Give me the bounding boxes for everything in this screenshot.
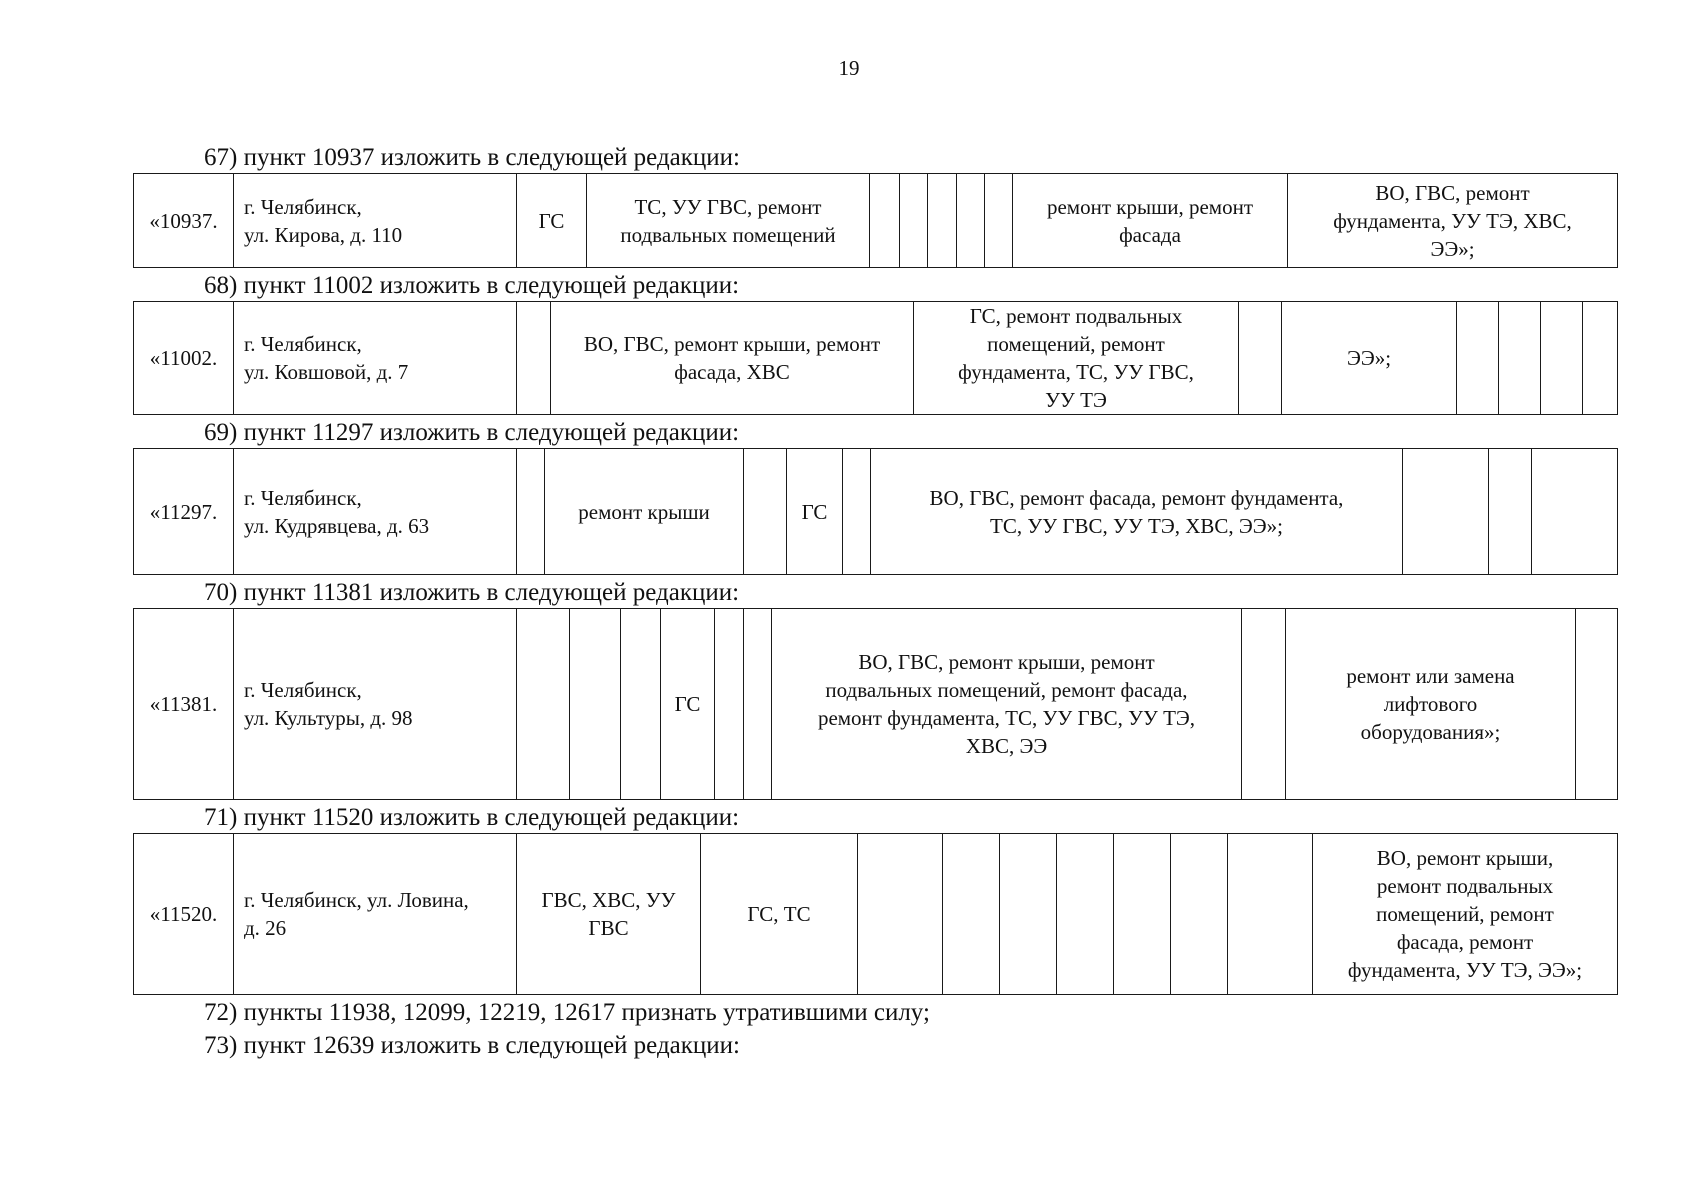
table-cell	[621, 609, 661, 800]
section-heading-70: 70) пункт 11381 изложить в следующей редакции:	[204, 579, 740, 606]
section-heading-67: 67) пункт 10937 изложить в следующей редакции:	[204, 144, 740, 171]
table-cell	[744, 609, 772, 800]
table-cell: ГС	[661, 609, 715, 800]
item-number: «11002.	[134, 302, 234, 415]
table-cell	[870, 174, 900, 268]
amendment-table-11002	[133, 301, 1618, 415]
table-cell: ВО, ГВС, ремонт фасада, ремонт фундамента, ТС, УУ ГВС, УУ ТЭ, ХВС, ЭЭ»;	[871, 449, 1403, 575]
table-cell	[843, 449, 871, 575]
table-cell	[517, 302, 551, 415]
amendment-table-11381	[133, 608, 1618, 800]
table-cell: ГС	[517, 174, 587, 268]
page-number: 19	[838, 56, 860, 80]
table-cell	[1242, 609, 1286, 800]
table-cell: ГС, ремонт подвальных помещений, ремонт фундамента, ТС, УУ ГВС, УУ ТЭ	[914, 302, 1239, 415]
table-cell	[744, 449, 787, 575]
table-cell: ЭЭ»;	[1282, 302, 1457, 415]
table-row	[134, 302, 1618, 415]
item-address: г. Челябинск, ул. Кирова, д. 110	[234, 174, 517, 268]
table-cell	[1583, 302, 1618, 415]
table-cell	[985, 174, 1013, 268]
table-cell	[517, 449, 545, 575]
table-cell	[1403, 449, 1489, 575]
section-heading-68: 68) пункт 11002 изложить в следующей редакции:	[204, 272, 740, 299]
table-cell: ВО, ремонт крыши, ремонт подвальных помещений, ремонт фасада, ремонт фундамента, УУ ТЭ, ЭЭ»;	[1313, 834, 1618, 995]
item-number: «11520.	[134, 834, 234, 995]
table-cell	[858, 834, 943, 995]
table-cell	[943, 834, 1000, 995]
item-address: г. Челябинск, ул. Ловина, д. 26	[234, 834, 517, 995]
table-cell	[570, 609, 621, 800]
section-heading-71: 71) пункт 11520 изложить в следующей редакции:	[204, 804, 740, 831]
amendment-table-11520	[133, 833, 1618, 995]
table-cell	[957, 174, 985, 268]
table-cell	[517, 609, 570, 800]
table-cell: ремонт крыши, ремонт фасада	[1013, 174, 1288, 268]
table-row	[134, 449, 1618, 575]
item-address: г. Челябинск, ул. Ковшовой, д. 7	[234, 302, 517, 415]
item-number: «11381.	[134, 609, 234, 800]
table-cell	[1489, 449, 1532, 575]
table-cell	[1114, 834, 1171, 995]
table-cell	[1541, 302, 1583, 415]
table-row	[134, 834, 1618, 995]
table-cell	[1228, 834, 1313, 995]
table-cell	[1171, 834, 1228, 995]
table-cell	[1457, 302, 1499, 415]
table-cell	[928, 174, 957, 268]
table-cell: ГВС, ХВС, УУ ГВС	[517, 834, 701, 995]
table-cell	[1499, 302, 1541, 415]
section-heading-69: 69) пункт 11297 изложить в следующей редакции:	[204, 419, 740, 446]
item-address: г. Челябинск, ул. Кудрявцева, д. 63	[234, 449, 517, 575]
item-address: г. Челябинск, ул. Культуры, д. 98	[234, 609, 517, 800]
item-number: «11297.	[134, 449, 234, 575]
amendment-table-10937	[133, 173, 1618, 268]
table-cell: ВО, ГВС, ремонт крыши, ремонт подвальных помещений, ремонт фасада, ремонт фундамента, ТС, УУ ГВС, УУ ТЭ, ХВС, ЭЭ	[772, 609, 1242, 800]
table-cell: ремонт крыши	[545, 449, 744, 575]
table-cell	[715, 609, 744, 800]
table-row	[134, 609, 1618, 800]
table-cell: ГС	[787, 449, 843, 575]
amendment-table-11297	[133, 448, 1618, 575]
table-cell: ТС, УУ ГВС, ремонт подвальных помещений	[587, 174, 870, 268]
paragraph-73: 73) пункт 12639 изложить в следующей редакции:	[204, 1032, 740, 1059]
paragraph-72: 72) пункты 11938, 12099, 12219, 12617 признать утратившими силу;	[204, 999, 930, 1026]
table-cell	[1239, 302, 1282, 415]
table-cell	[1532, 449, 1618, 575]
table-cell: ВО, ГВС, ремонт крыши, ремонт фасада, ХВС	[551, 302, 914, 415]
table-cell	[1000, 834, 1057, 995]
table-row	[134, 174, 1618, 268]
table-cell	[900, 174, 928, 268]
table-cell: ремонт или замена лифтового оборудования»;	[1286, 609, 1576, 800]
item-number: «10937.	[134, 174, 234, 268]
table-cell	[1057, 834, 1114, 995]
table-cell: ВО, ГВС, ремонт фундамента, УУ ТЭ, ХВС, ЭЭ»;	[1288, 174, 1618, 268]
table-cell	[1576, 609, 1618, 800]
table-cell: ГС, ТС	[701, 834, 858, 995]
